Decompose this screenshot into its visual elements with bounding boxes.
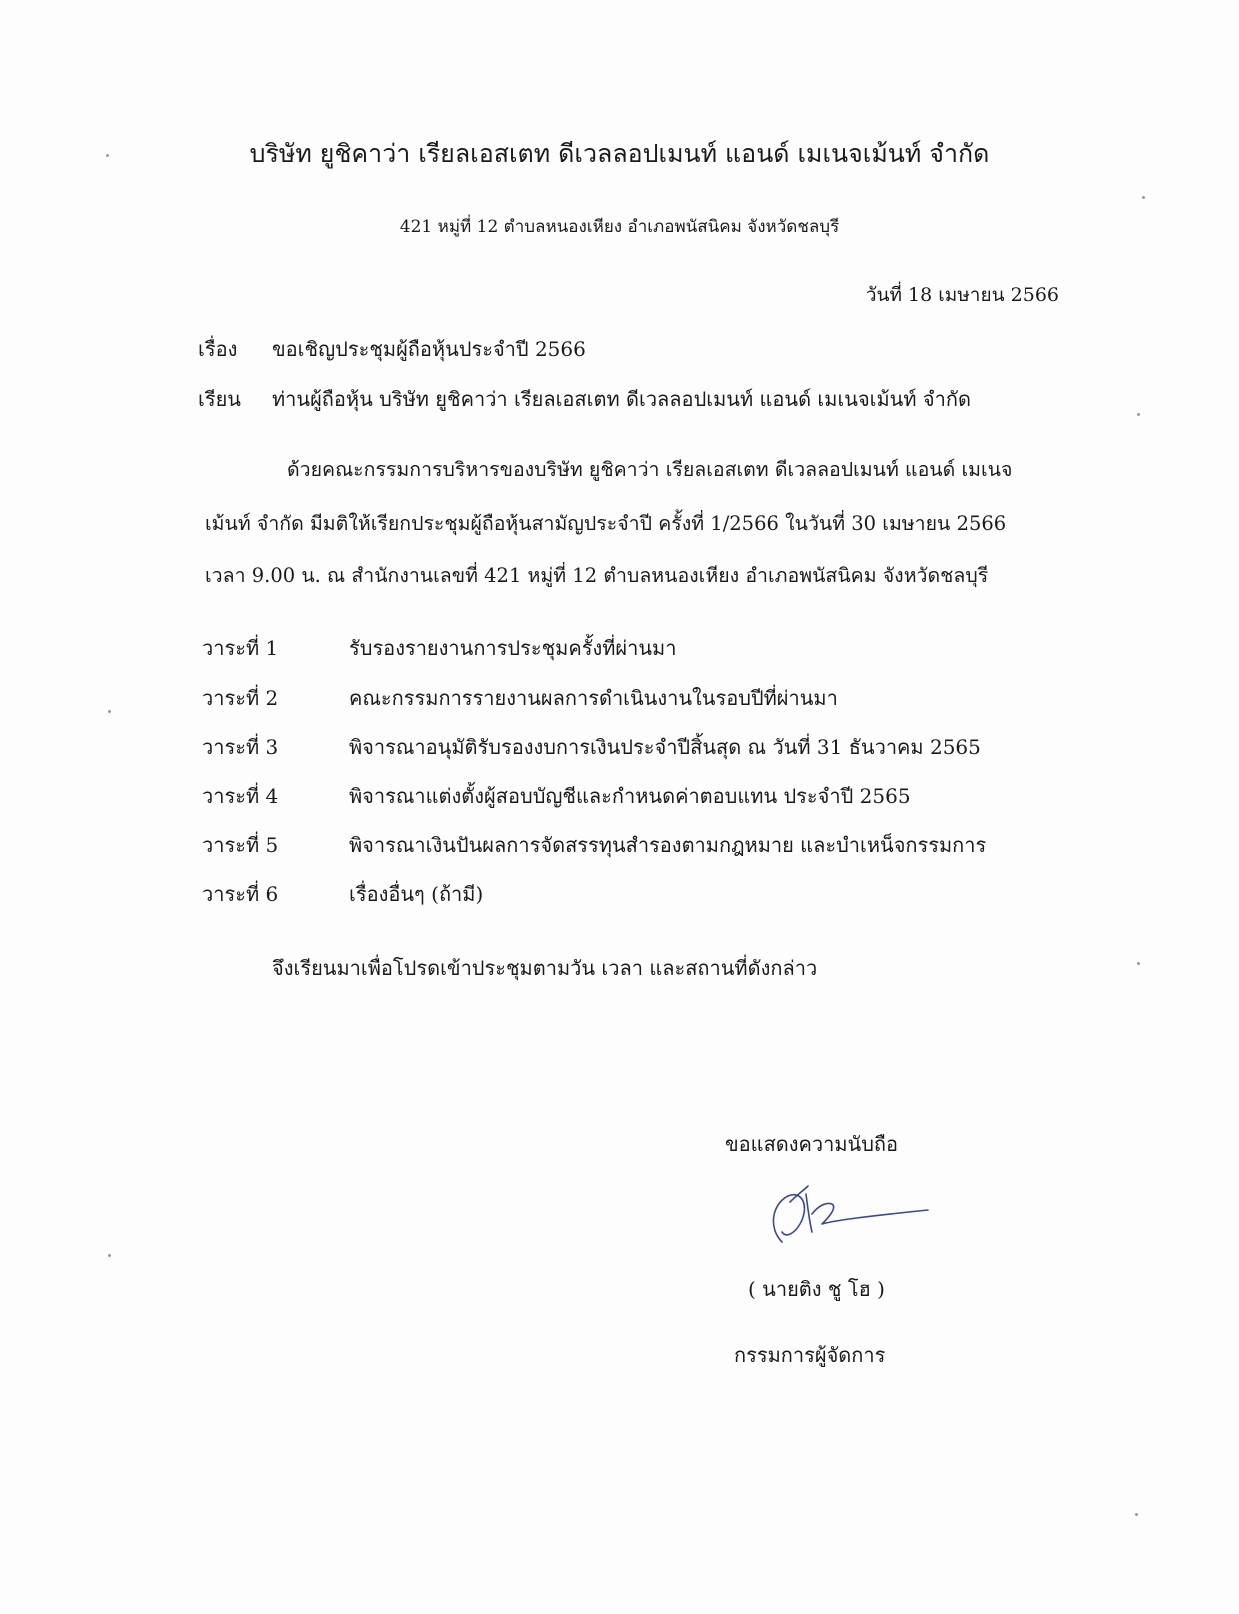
agenda-item-label: วาระที่ 3 (202, 735, 279, 759)
agenda-item-label: วาระที่ 4 (202, 784, 279, 808)
scan-speck (1142, 196, 1145, 199)
scan-speck (108, 710, 111, 713)
subject-label: เรื่อง (198, 337, 238, 361)
letter-date: วันที่ 18 เมษายน 2566 (865, 284, 1059, 306)
agenda-item-label: วาระที่ 1 (202, 636, 279, 660)
scan-speck (1137, 413, 1140, 416)
recipient-value: ท่านผู้ถือหุ้น บริษัท ยูชิคาว่า เรียลเอสเตท ดีเวลลอปเมนท์ แอนด์ เมเนจเม้นท์ จำกัด (272, 387, 971, 411)
agenda-item-text: คณะกรรมการรายงานผลการดำเนินงานในรอบปีที่ผ่านมา (349, 686, 838, 710)
company-address: 421 หมู่ที่ 12 ตำบลหนองเหียง อำเภอพนัสนิคม จังหวัดชลบุรี (399, 217, 840, 237)
signer-title: กรรมการผู้จัดการ (734, 1343, 886, 1367)
agenda-item-label: วาระที่ 2 (202, 686, 279, 710)
agenda-item-label: วาระที่ 5 (202, 833, 279, 857)
scan-speck (106, 154, 109, 157)
closing-sentence: จึงเรียนมาเพื่อโปรดเข้าประชุมตามวัน เวลา และสถานที่ดังกล่าว (272, 956, 818, 980)
scan-speck (108, 1254, 111, 1257)
body-paragraph-line: เวลา 9.00 น. ณ สำนักงานเลขที่ 421 หมู่ที่ 12 ตำบลหนองเหียง อำเภอพนัสนิคม จังหวัดชลบุรี (205, 564, 989, 587)
regards-text: ขอแสดงความนับถือ (725, 1132, 899, 1156)
recipient-label: เรียน (198, 387, 241, 411)
agenda-item-text: เรื่องอื่นๆ (ถ้ามี) (349, 882, 484, 906)
body-paragraph-line: ด้วยคณะกรรมการบริหารของบริษัท ยูชิคาว่า เรียลเอสเตท ดีเวลลอปเมนท์ แอนด์ เมเนจ (287, 458, 1013, 481)
agenda-item-text: พิจารณาอนุมัติรับรองงบการเงินประจำปีสิ้นสุด ณ วันที่ 31 ธันวาคม 2565 (349, 735, 981, 759)
subject-value: ขอเชิญประชุมผู้ถือหุ้นประจำปี 2566 (272, 337, 586, 361)
signer-name: ( นายติง ชู โฮ ) (748, 1277, 885, 1301)
agenda-item-label: วาระที่ 6 (202, 882, 279, 906)
signature-image (760, 1180, 930, 1250)
company-name: บริษัท ยูชิคาว่า เรียลเอสเตท ดีเวลลอปเมนท์ แอนด์ เมเนจเม้นท์ จำกัด (249, 139, 990, 168)
agenda-item-text: พิจารณาเงินปันผลการจัดสรรทุนสำรองตามกฎหมาย และบำเหน็จกรรมการ (349, 833, 987, 857)
agenda-item-text: รับรองรายงานการประชุมครั้งที่ผ่านมา (349, 636, 677, 660)
scan-speck (1137, 962, 1140, 965)
body-paragraph-line: เม้นท์ จำกัด มีมติให้เรียกประชุมผู้ถือหุ้นสามัญประจำปี ครั้งที่ 1/2566 ในวันที่ 30 เมษายน 2566 (205, 512, 1007, 535)
agenda-item-text: พิจารณาแต่งตั้งผู้สอบบัญชีและกำหนดค่าตอบแทน ประจำปี 2565 (349, 784, 911, 808)
scan-speck (1135, 1513, 1138, 1516)
